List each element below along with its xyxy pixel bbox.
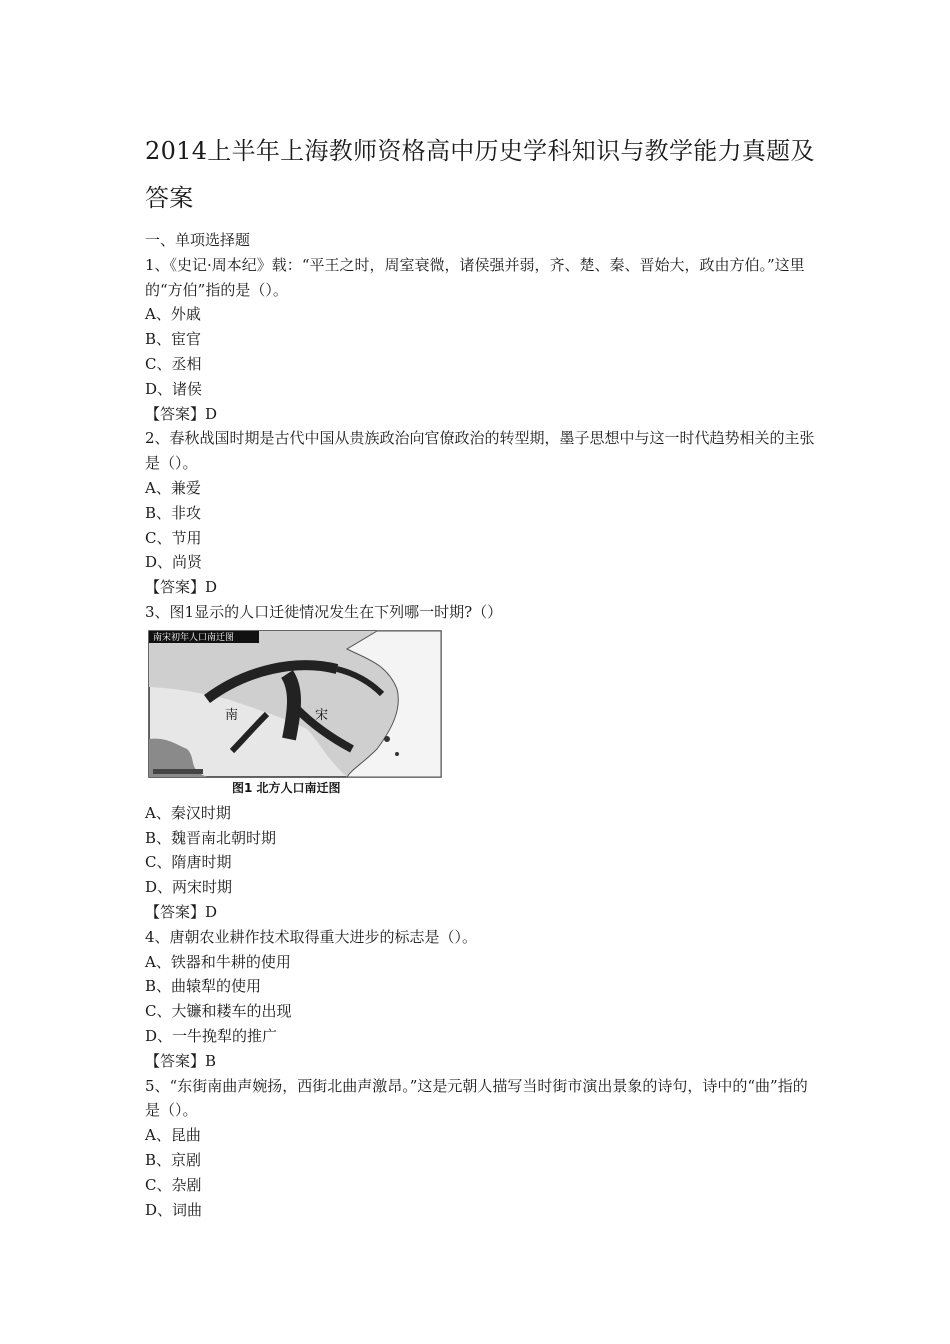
question-5-option-d: D、词曲	[145, 1200, 203, 1219]
question-4-option-d: D、一牛挽犁的推广	[145, 1026, 278, 1045]
question-2-answer: 【答案】D	[145, 578, 218, 597]
question-4-answer: 【答案】B	[145, 1051, 217, 1070]
question-3-option-c: C、隋唐时期	[145, 853, 232, 872]
question-4-option-c: C、大镰和耧车的出现	[145, 1002, 292, 1021]
question-1-option-c: C、丞相	[145, 354, 202, 373]
figure-caption: 图1 北方人口南迁图	[232, 780, 341, 795]
question-3-answer: 【答案】D	[145, 902, 218, 921]
question-4-option-b: B、曲辕犁的使用	[145, 977, 262, 996]
question-1-option-d: D、诸侯	[145, 379, 203, 398]
question-5-stem: 5、“东街南曲声婉扬，西街北曲声激昂。”这是元朝人描写当时街市演出景象的诗句，诗中的“曲”指的是（）。	[145, 1076, 808, 1120]
question-1-option-a: A、外戚	[145, 305, 201, 324]
question-3-stem: 3、图1显示的人口迁徙情况发生在下列哪一时期?（）	[145, 602, 503, 621]
question-3-option-a: A、秦汉时期	[145, 803, 231, 822]
question-2-option-d: D、尚贤	[145, 553, 203, 572]
question-1-option-b: B、宦官	[145, 330, 202, 349]
question-2-option-c: C、节用	[145, 528, 202, 547]
question-2-stem: 2、春秋战国时期是古代中国从贵族政治向官僚政治的转型期，墨子思想中与这一时代趋势相关的主张是（）。	[145, 429, 815, 473]
question-2-option-a: A、兼爱	[145, 478, 201, 497]
question-1-answer: 【答案】D	[145, 404, 218, 423]
document-body	[145, 228, 815, 1222]
migration-map	[147, 629, 443, 797]
map-title: 南宋初年人口南迁图	[153, 632, 235, 643]
migration-map-figure	[147, 629, 443, 797]
question-2-option-b: B、非攻	[145, 503, 202, 522]
question-4-stem: 4、唐朝农业耕作技术取得重大进步的标志是（）。	[145, 927, 478, 946]
question-5-option-a: A、昆曲	[145, 1126, 201, 1145]
section-heading: 一、单项选择题	[145, 231, 251, 249]
map-label-right: 宋	[315, 707, 329, 723]
map-label-left: 南	[225, 707, 239, 723]
question-5-option-c: C、杂剧	[145, 1175, 202, 1194]
question-1-stem: 1、《史记·周本纪》载：“平王之时，周室衰微，诸侯强并弱，齐、楚、秦、晋始大，政由方伯。”这里的“方伯”指的是（）。	[145, 255, 805, 299]
question-3-option-b: B、魏晋南北朝时期	[145, 828, 277, 847]
question-3-option-d: D、两宋时期	[145, 878, 233, 897]
question-4-option-a: A、铁器和牛耕的使用	[145, 952, 291, 971]
question-5-option-b: B、京剧	[145, 1150, 202, 1169]
document-title: 2014上半年上海教师资格高中历史学科知识与教学能力真题及答案	[145, 137, 815, 212]
